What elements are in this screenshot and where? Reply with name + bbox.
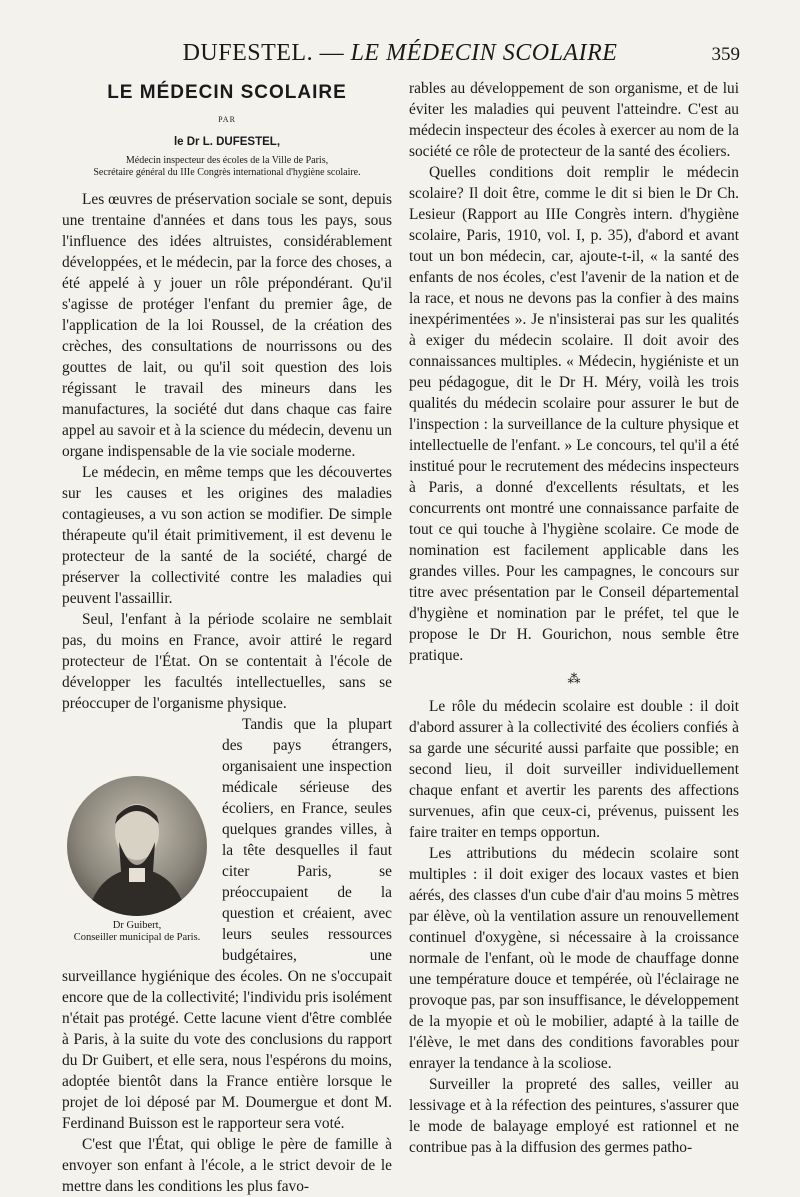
running-author: DUFESTEL.: [182, 40, 314, 66]
portrait-image: [67, 776, 207, 916]
paragraph: C'est que l'État, qui oblige le père de famille à envoyer son enfant à l'école, a le strict devoir de le mettre dans les conditions les plus favo-: [62, 1136, 392, 1195]
figure-caption-role: Conseiller municipal de Paris.: [73, 932, 201, 943]
right-column: [409, 78, 739, 1158]
figure-wrap: [62, 714, 392, 1134]
figure-caption-name: Dr Guibert,: [112, 920, 162, 931]
byline-author: le Dr L. DUFESTEL,: [173, 136, 281, 148]
byline-par: PAR: [218, 115, 236, 124]
running-head: [0, 40, 800, 80]
figure-caption: [62, 920, 212, 944]
article-title: LE MÉDECIN SCOLAIRE: [107, 82, 347, 103]
running-title: [180, 40, 620, 67]
paragraph: Les œuvres de préservation sociale se sont, depuis une trentaine d'années et dans tous les pays, sous l'influence des idées altruistes, considérablement développées, et le médecin, par la force des choses, a été appelé à y jouer un rôle prépondérant. Qu'il s'agisse de protéger l'enfant du premier âge, de l'application de la loi Roussel, de la création des crèches, des consultations de nourrissons ou des gouttes de lait, ou qu'il soit question des lois régissant le travail des mineurs dans les manufactures, la société dut dans chaque cas faire appel au savoir et à la science du médecin, devenu un organe indispensable de la vie sociale moderne.: [62, 191, 392, 460]
paragraph: Les attributions du médecin scolaire sont multiples : il doit exiger des locaux vastes et bien aérés, des classes d'un cube d'air d'au moins 5 mètres par élève, où la ventilation assure un renouvellement continuel d'oxygène, si nécessaire à la croissance normale de l'enfant, où le mode de chauffage donne une température douce et tempérée, où l'éclairage ne provoque pas, par son insuffisance, le développement de la myopie et où le mobilier, adapté à la taille de l'élève, le met dans des conditions favorables pour enrayer la tendance à la scoliose.: [409, 845, 739, 1072]
page-number: 359: [711, 44, 740, 65]
paragraph: Le médecin, en même temps que les découvertes sur les causes et les origines des maladies contagieuses, a vu son action se modifier. De simple thérapeute qu'il était primitivement, il est devenu le protecteur de la santé de la société, chargé de préserver la collectivité contre les maladies qui peuvent l'assaillir.: [62, 464, 392, 607]
paragraph: Tandis que la plupart des pays étrangers, organisaient une inspection médicale sérieuse des écoliers, en France, seules quelques grandes villes, à la tête desquelles il faut citer Paris, se préoccupaient de la question et créaient, avec leurs seules ressources budgétaires, une surveillance hygiénique des écoles. On ne s'occupait encore que de la collectivité; l'individu pris isolément n'était pas protégé. Cette lacune vient d'être comblée à Paris, à la suite du vote des conclusions du rapport du Dr Guibert, et elle sera, nous l'espérons du moins, adoptée bientôt dans la France entière lorsque le projet de loi déposé par M. Doumergue et dont M. Ferdinand Buisson est le rapporteur sera voté.: [62, 716, 392, 1132]
affiliation-line-1: Médecin inspecteur des écoles de la Ville de Paris,: [125, 155, 329, 166]
running-article-title: LE MÉDECIN SCOLAIRE: [350, 40, 618, 66]
left-column: [62, 78, 392, 1197]
running-dash: —: [313, 40, 351, 66]
byline-affiliation: [62, 155, 392, 179]
paragraph: Le rôle du médecin scolaire est double : il doit d'abord assurer à la collectivité des écoliers confiés à sa garde une sécurité aussi parfaite que possible; en second lieu, il doit surveiller individuellement chaque enfant et avertir les parents des affections survenues, afin que ceux-ci, prévenus, puissent les faire traiter en temps opportun.: [409, 698, 739, 841]
portrait-figure: [62, 776, 212, 944]
portrait-illustration: [67, 776, 207, 916]
section-separator: ⁂: [567, 671, 581, 686]
affiliation-line-2: Secrétaire général du IIIe Congrès international d'hygiène scolaire.: [93, 167, 361, 178]
paragraph: rables au développement de son organisme, et de lui éviter les maladies qui peuvent l'atteindre. C'est au médecin inspecteur des écoles à exercer au nom de la société ce rôle de protecteur de la santé des écoliers.: [409, 80, 739, 160]
paragraph: Surveiller la propreté des salles, veiller au lessivage et à la réfection des peintures, s'assurer que le mode de balayage employé est rationnel et ne contribue pas à la diffusion des germes patho-: [409, 1076, 739, 1156]
paragraph: Quelles conditions doit remplir le médecin scolaire? Il doit être, comme le dit si bien le Dr Ch. Lesieur (Rapport au IIIe Congrès intern. d'hygiène scolaire, Paris, 1910, vol. I, p. 35), d'abord et avant tout un bon médecin, car, ajoute-t-il, « la santé des enfants de nos écoles, c'est l'avenir de la nation et de la race, et nous ne devons pas la confier à des mains inexpérimentées ». Je n'insisterai pas sur les qualités à exiger du médecin scolaire. Il doit avoir des connaissances multiples. « Médecin, hygiéniste et un peu pédagogue, dit le Dr H. Méry, voilà les trois qualités du médecin scolaire pour assurer le but de l'inspection : la surveillance de la culture physique et intellectuelle de l'enfant. » Le concours, tel qu'il a été institué pour le recrutement des médecins inspecteurs à Paris, a donné d'excellents résultats, et les concurrents ont montré une connaissance parfaite de tout ce qui touche à l'hygiène scolaire. Ce mode de nomination est facilement applicable dans les grandes villes. Pour les campagnes, le concours sur titre avec présentation par le Conseil départemental d'hygiène et nomination par le préfet, tel que le propose le Dr H. Gourichon, nous semble être pratique.: [409, 164, 739, 664]
paragraph: Seul, l'enfant à la période scolaire ne semblait pas, du moins en France, avoir attiré le regard protecteur de l'État. On se contentait à l'école de développer les facultés intellectuelles, sans se préoccuper de l'organisme physique.: [62, 611, 392, 712]
